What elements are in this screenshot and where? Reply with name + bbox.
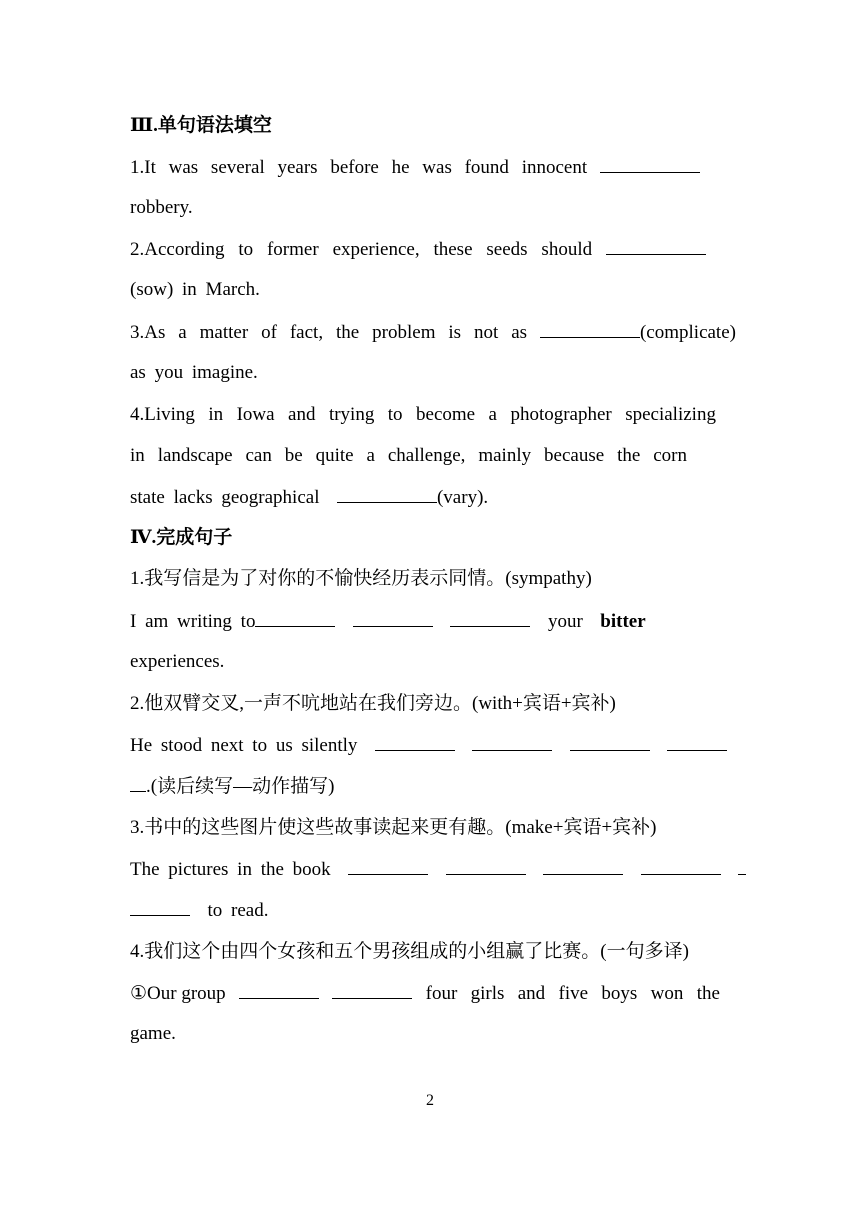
answer-blank — [353, 609, 433, 627]
answer-blank — [446, 857, 526, 875]
s4-q2-line2: He stood next to us silently — [130, 733, 727, 758]
s4-q3-line3: to read. — [130, 898, 268, 923]
answer-blank — [239, 981, 319, 999]
answer-blank — [738, 857, 746, 875]
section-4-heading: Ⅳ.完成句子 — [130, 527, 233, 548]
s4-q3-line2: The pictures in the book — [130, 857, 746, 882]
s4-q1-line3: experiences. — [130, 651, 225, 672]
page-number: 2 — [426, 1092, 434, 1109]
s3-q3-line2: as you imagine. — [130, 362, 258, 383]
answer-blank — [332, 981, 412, 999]
s3-q1-line1: 1.It was several years before he was found innocent — [130, 155, 700, 180]
answer-blank — [641, 857, 721, 875]
s4-q2-chinese: 2.他双臂交叉,一声不吭地站在我们旁边。(with+宾语+宾补) — [130, 693, 616, 714]
answer-blank — [130, 774, 146, 792]
section-3-heading: Ⅲ.单句语法填空 — [130, 115, 272, 136]
answer-blank — [348, 857, 428, 875]
s3-q4-line1: 4.Living in Iowa and trying to become a photographer specializing — [130, 404, 716, 425]
s4-q4-chinese: 4.我们这个由四个女孩和五个男孩组成的小组赢了比赛。(一句多译) — [130, 941, 689, 962]
s4-q3-chinese: 3.书中的这些图片使这些故事读起来更有趣。(make+宾语+宾补) — [130, 817, 657, 838]
s4-q1-chinese: 1.我写信是为了对你的不愉快经历表示同情。(sympathy) — [130, 568, 592, 589]
s4-q4-line3: game. — [130, 1023, 176, 1044]
answer-blank — [606, 237, 706, 255]
answer-blank — [472, 733, 552, 751]
s4-q4-line2: ①Our group four girls and five boys won the — [130, 983, 720, 1004]
s3-q4-line2: in landscape can be quite a challenge, mainly because the corn — [130, 445, 687, 466]
answer-blank — [540, 320, 640, 338]
answer-blank — [375, 733, 455, 751]
s3-q2-line1: 2.According to former experience, these seeds should — [130, 237, 706, 262]
s3-q3-line1: 3.As a matter of fact, the problem is not as (complicate) — [130, 322, 736, 343]
answer-blank — [600, 155, 700, 173]
answer-blank — [450, 609, 530, 627]
s4-q2-line3: .(读后续写—动作描写) — [130, 774, 334, 799]
answer-blank — [255, 609, 335, 627]
answer-blank — [667, 733, 727, 751]
s3-q1-line2: robbery. — [130, 197, 193, 218]
s3-q2-line2: (sow) in March. — [130, 279, 260, 300]
answer-blank — [570, 733, 650, 751]
s4-q1-line2: I am writing to your bitter — [130, 611, 646, 632]
answer-blank — [337, 485, 437, 503]
answer-blank — [130, 898, 190, 916]
s3-q4-line3: state lacks geographical (vary). — [130, 487, 489, 508]
answer-blank — [543, 857, 623, 875]
